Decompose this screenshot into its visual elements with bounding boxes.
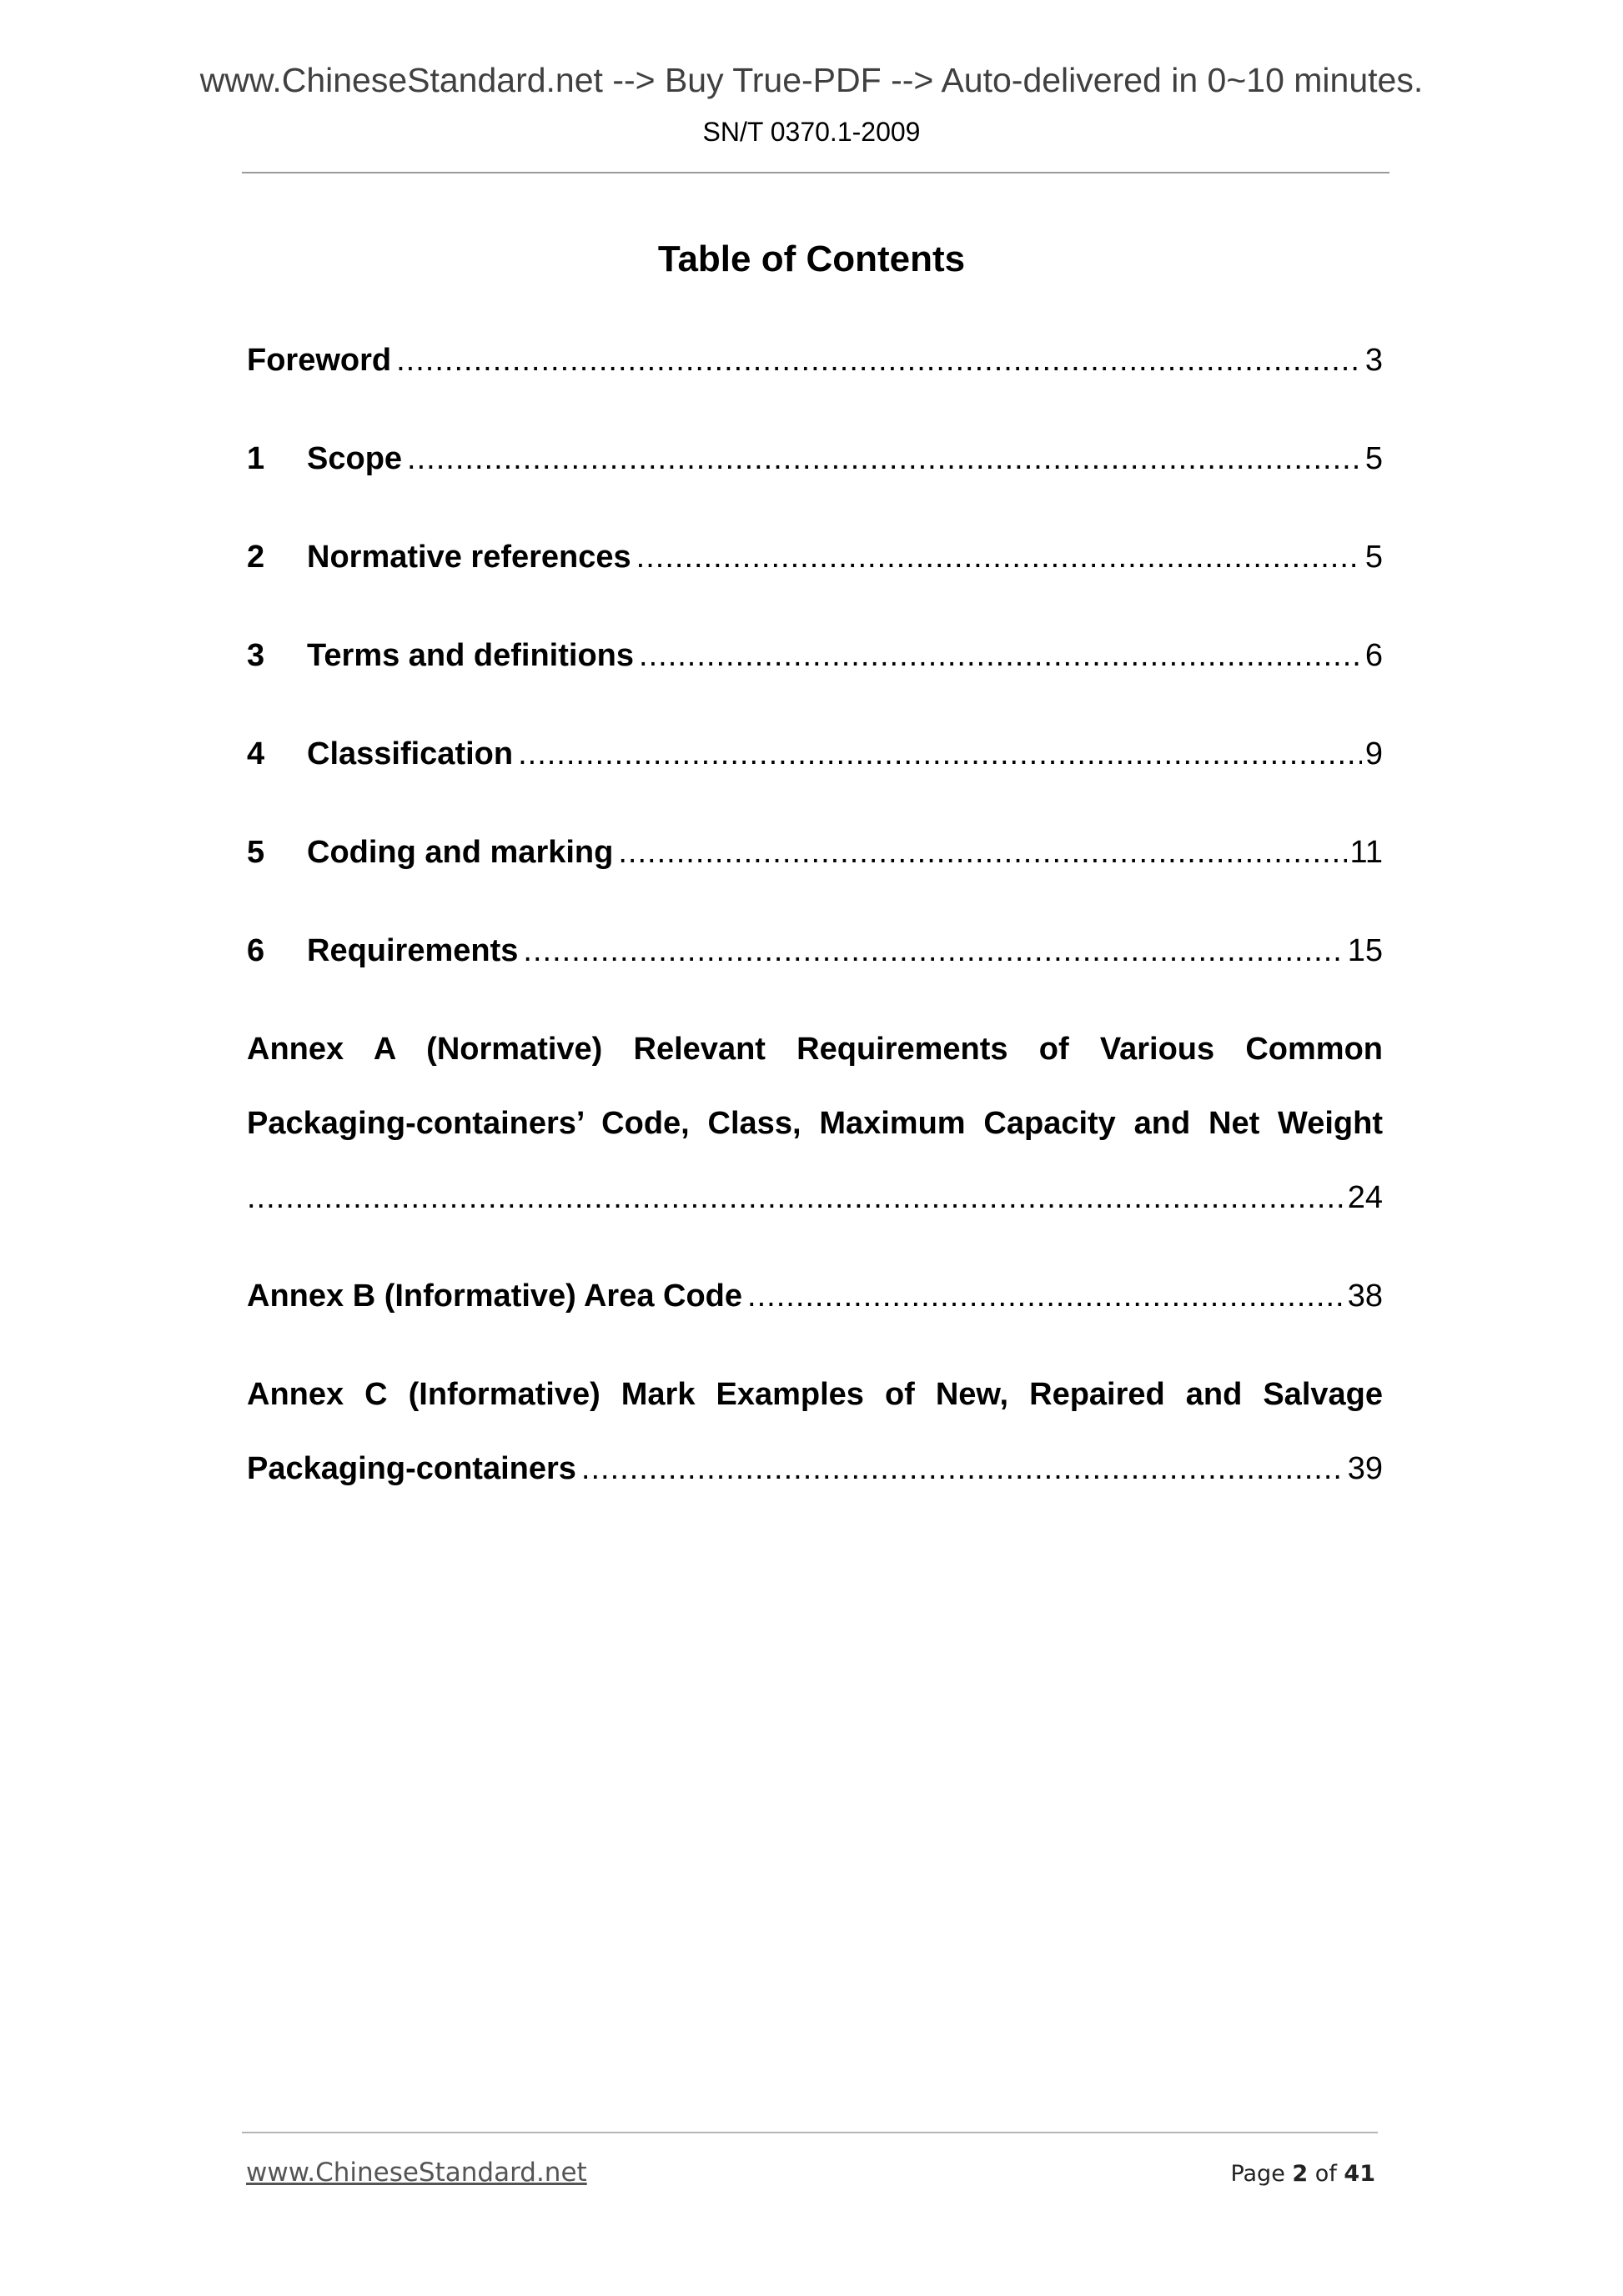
toc-entry-label: Requirements: [307, 933, 519, 968]
toc-entry-page: 3: [1364, 343, 1383, 378]
page-number-current: 2: [1292, 2161, 1309, 2187]
toc-entry-label-line: [247, 1448, 1383, 1490]
toc-entry-label: Normative references: [307, 540, 631, 575]
footer-divider: [242, 2132, 1378, 2133]
dot-leader: [581, 1448, 1344, 1490]
toc-entry-page: 15: [1347, 933, 1383, 968]
toc-entry-label: Foreword: [247, 343, 392, 378]
toc-entry-label: Coding and marking: [307, 835, 614, 870]
page-number: [1230, 2163, 1375, 2185]
toc-entry-label-line: Annex C (Informative) Mark Examples of New, Repaired and Salvage: [247, 1377, 1383, 1412]
toc-entry-page: 38: [1347, 1279, 1383, 1314]
toc-title: Table of Contents: [657, 239, 966, 279]
header-divider: [242, 172, 1389, 173]
dot-leader: [247, 1177, 1344, 1218]
toc-entry-label: Annex B (Informative) Area Code: [247, 1279, 743, 1314]
dot-leader: [618, 831, 1346, 873]
dot-leader: [747, 1275, 1344, 1317]
toc-entry-label: Terms and definitions: [307, 638, 635, 673]
footer-website-link[interactable]: www.ChineseStandard.net: [246, 2158, 587, 2188]
page-number-prefix: Page: [1230, 2161, 1285, 2187]
toc-entry-number: 2: [247, 540, 265, 575]
toc-entry-number: 4: [247, 736, 265, 771]
toc-entry-coding-and-marking[interactable]: [247, 831, 1383, 873]
toc-entry-page: 11: [1349, 835, 1383, 870]
dot-leader: [518, 733, 1362, 775]
page-number-of: of: [1314, 2161, 1337, 2187]
toc-entry-page: 5: [1364, 540, 1383, 575]
toc-entry-number: 5: [247, 835, 265, 870]
toc-entry-normative-references[interactable]: [247, 536, 1383, 578]
dot-leader: [523, 930, 1344, 972]
dot-leader: [639, 635, 1362, 676]
dot-leader: [396, 339, 1362, 381]
toc-entry-page: 9: [1364, 736, 1383, 771]
toc-entry-page: 24: [1347, 1180, 1383, 1215]
toc-entry-label: Packaging-containers: [247, 1451, 576, 1486]
toc-entry-label: Classification: [307, 736, 514, 771]
toc-entry-annex-b[interactable]: [247, 1275, 1383, 1317]
toc-entry-label: Scope: [307, 441, 403, 476]
toc-entry-number: 1: [247, 441, 265, 476]
toc-entry-scope[interactable]: [247, 438, 1383, 480]
toc-entry-classification[interactable]: [247, 733, 1383, 775]
toc-entry-number: 6: [247, 933, 265, 968]
dot-leader: [407, 438, 1362, 480]
toc-entry-page: 5: [1364, 441, 1383, 476]
promo-banner: www.ChineseStandard.net --> Buy True-PDF --> Auto-delivered in 0~10 minutes.: [199, 61, 1424, 99]
toc-entry-foreword[interactable]: [247, 339, 1383, 381]
toc-entry-page: 39: [1347, 1451, 1383, 1486]
document-code: SN/T 0370.1-2009: [702, 117, 921, 147]
toc-entry-terms-and-definitions[interactable]: [247, 635, 1383, 676]
dot-leader: [636, 536, 1362, 578]
toc-entry-number: 3: [247, 638, 265, 673]
toc-entry-page: 6: [1364, 638, 1383, 673]
toc-entry-leader-line: [247, 1177, 1383, 1218]
page-number-total: 41: [1344, 2161, 1375, 2187]
toc-entry-label-line: Annex A (Normative) Relevant Requirements of Various Common: [247, 1032, 1383, 1067]
toc-entry-label-line: Packaging-containers’ Code, Class, Maximum Capacity and Net Weight: [247, 1106, 1383, 1141]
toc-entry-requirements[interactable]: [247, 930, 1383, 972]
